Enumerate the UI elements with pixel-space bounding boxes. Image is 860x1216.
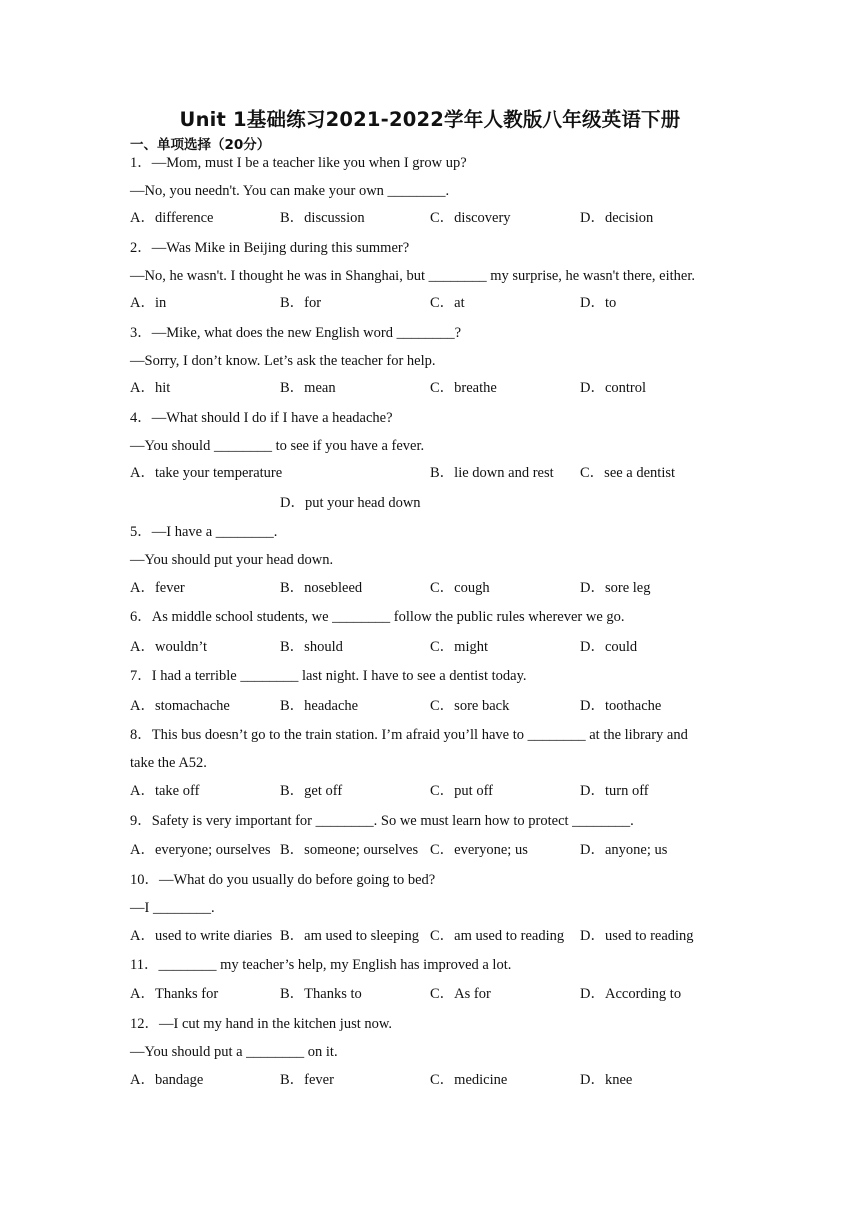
question-stem: 5．—I have a ________.	[130, 524, 278, 540]
answer-option[interactable]: B．discussion	[280, 210, 365, 226]
answer-option[interactable]: D．could	[580, 639, 638, 655]
question-line: —You should put your head down.	[130, 552, 334, 568]
answer-option[interactable]: A．stomachache	[130, 698, 230, 714]
answer-option[interactable]: B．should	[280, 639, 343, 655]
answer-option[interactable]: A．used to write diaries	[130, 928, 273, 944]
answer-option[interactable]: B．mean	[280, 380, 336, 396]
question-stem: 9．Safety is very important for ________. So we must learn how to protect ________.	[130, 813, 634, 829]
answer-option[interactable]: C．put off	[430, 783, 493, 799]
answer-option[interactable]: A．take off	[130, 783, 200, 799]
question-stem: 1．—Mom, must I be a teacher like you when I grow up?	[130, 155, 467, 171]
question-stem: 7．I had a terrible ________ last night. I have to see a dentist today.	[130, 668, 527, 684]
answer-option[interactable]: B．Thanks to	[280, 986, 362, 1002]
answer-option[interactable]: A．hit	[130, 380, 171, 396]
question-line: —No, he wasn't. I thought he was in Shanghai, but ________ my surprise, he wasn't there, either.	[130, 268, 695, 284]
question-line: —No, you needn't. You can make your own ________.	[130, 183, 450, 199]
answer-option[interactable]: B．am used to sleeping	[280, 928, 419, 944]
answer-option[interactable]: D．According to	[580, 986, 682, 1002]
question-stem: 3．—Mike, what does the new English word ________?	[130, 325, 462, 341]
answer-option[interactable]: A．difference	[130, 210, 214, 226]
answer-option[interactable]: D．sore leg	[580, 580, 651, 596]
answer-option[interactable]: C．at	[430, 295, 465, 311]
answer-option[interactable]: B．lie down and rest	[430, 465, 554, 481]
answer-option[interactable]: C．discovery	[430, 210, 511, 226]
answer-option[interactable]: B．nosebleed	[280, 580, 363, 596]
answer-option[interactable]: A．take your temperature	[130, 465, 283, 481]
answer-option[interactable]: A．wouldn’t	[130, 639, 208, 655]
answer-option[interactable]: C．sore back	[430, 698, 510, 714]
answer-option[interactable]: D．put your head down	[280, 495, 421, 511]
answer-option[interactable]: B．headache	[280, 698, 359, 714]
answer-option[interactable]: D．turn off	[580, 783, 649, 799]
answer-option[interactable]: B．for	[280, 295, 322, 311]
answer-option[interactable]: C．am used to reading	[430, 928, 565, 944]
answer-option[interactable]: B．get off	[280, 783, 343, 799]
answer-option[interactable]: C．cough	[430, 580, 490, 596]
question-stem: 11．________ my teacher’s help, my English has improved a lot.	[130, 957, 512, 973]
answer-option[interactable]: A．fever	[130, 580, 185, 596]
answer-option[interactable]: B．someone; ourselves	[280, 842, 419, 858]
answer-option[interactable]: C．medicine	[430, 1072, 508, 1088]
answer-option[interactable]: C．As for	[430, 986, 491, 1002]
question-line: —You should put a ________ on it.	[130, 1044, 338, 1060]
page-title: Unit 1基础练习2021-2022学年人教版八年级英语下册	[179, 108, 681, 131]
question-stem: 6．As middle school students, we ________ follow the public rules wherever we go.	[130, 609, 625, 625]
answer-option[interactable]: D．knee	[580, 1072, 633, 1088]
answer-option[interactable]: D．decision	[580, 210, 654, 226]
answer-option[interactable]: A．in	[130, 295, 167, 311]
question-stem: 2．—Was Mike in Beijing during this summer?	[130, 240, 410, 256]
answer-option[interactable]: A．Thanks for	[130, 986, 219, 1002]
question-stem: 10．—What do you usually do before going to bed?	[130, 872, 436, 888]
question-line: take the A52.	[130, 755, 207, 771]
answer-option[interactable]: D．anyone; us	[580, 842, 668, 858]
answer-option[interactable]: C．everyone; us	[430, 842, 528, 858]
answer-option[interactable]: A．everyone; ourselves	[130, 842, 271, 858]
question-line: —Sorry, I don’t know. Let’s ask the teacher for help.	[130, 353, 436, 369]
section-heading: 一、单项选择（20分）	[130, 137, 271, 153]
question-stem: 12．—I cut my hand in the kitchen just now.	[130, 1016, 393, 1032]
answer-option[interactable]: D．used to reading	[580, 928, 694, 944]
answer-option[interactable]: D．toothache	[580, 698, 662, 714]
answer-option[interactable]: C．breathe	[430, 380, 497, 396]
answer-option[interactable]: C．might	[430, 639, 489, 655]
answer-option[interactable]: D．to	[580, 295, 617, 311]
answer-option[interactable]: A．bandage	[130, 1072, 204, 1088]
question-line: —You should ________ to see if you have a fever.	[130, 438, 425, 454]
question-stem: 8．This bus doesn’t go to the train station. I’m afraid you’ll have to ________ at the library and	[130, 727, 688, 743]
question-line: —I ________.	[130, 900, 215, 916]
answer-option[interactable]: C．see a dentist	[580, 465, 676, 481]
question-stem: 4．—What should I do if I have a headache?	[130, 410, 393, 426]
answer-option[interactable]: B．fever	[280, 1072, 334, 1088]
answer-option[interactable]: D．control	[580, 380, 647, 396]
